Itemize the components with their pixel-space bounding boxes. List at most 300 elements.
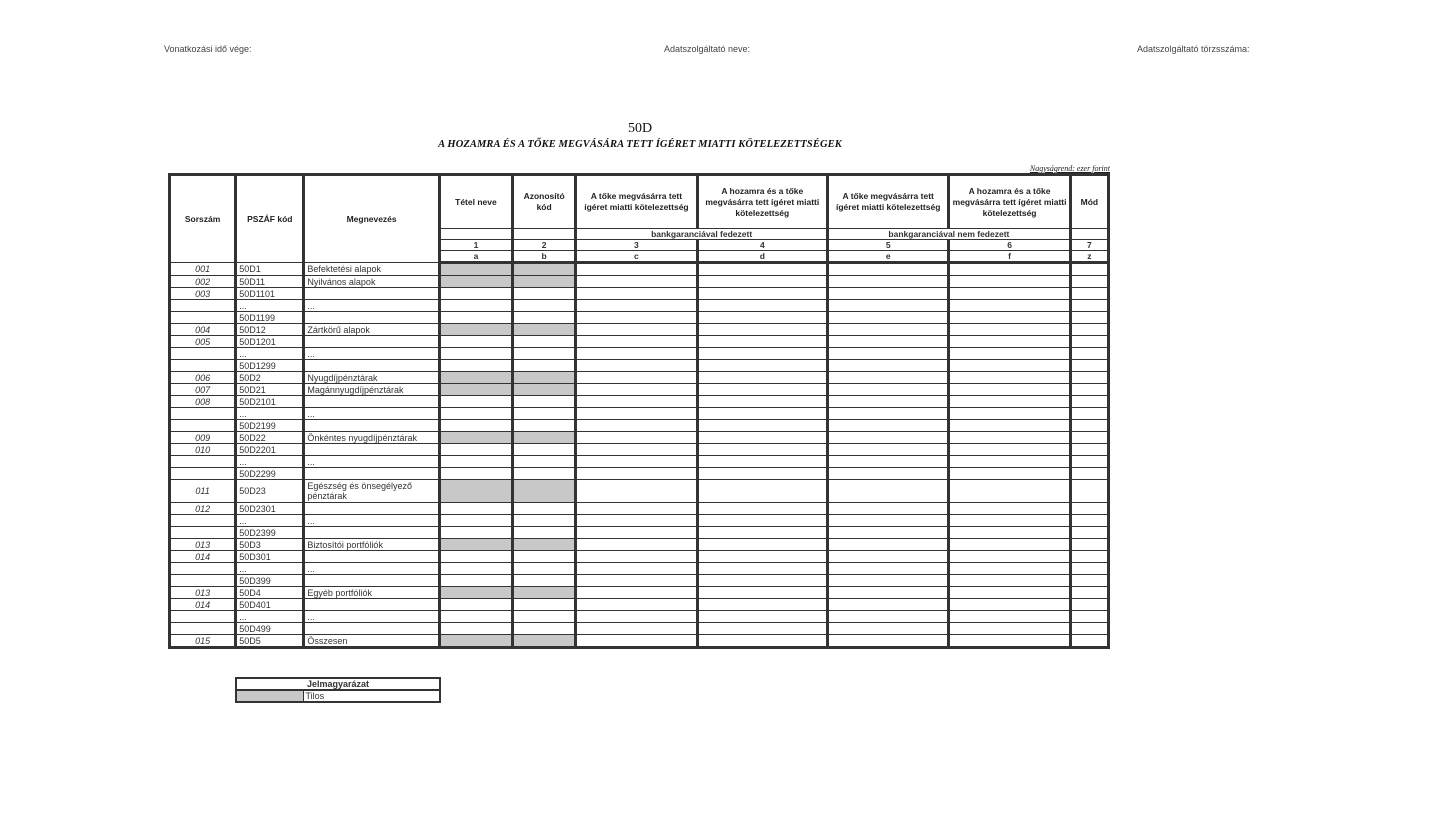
cell-value-col4[interactable] (697, 456, 827, 468)
cell-value-col5[interactable] (828, 288, 949, 300)
cell-value-col6[interactable] (949, 396, 1070, 408)
row-sorszam (170, 420, 236, 432)
cell-mode[interactable] (1070, 599, 1108, 611)
cell-item-name[interactable] (439, 348, 512, 360)
row-pszaf-code: 50D22 (236, 432, 304, 444)
cell-item-name (439, 539, 512, 551)
row-sorszam: 006 (170, 372, 236, 384)
cell-value-col6[interactable] (949, 288, 1070, 300)
row-sorszam (170, 348, 236, 360)
cell-value-col3[interactable] (576, 324, 697, 336)
row-sorszam (170, 300, 236, 312)
cell-value-col6[interactable] (949, 300, 1070, 312)
cell-item-name[interactable] (439, 456, 512, 468)
cell-item-name[interactable] (439, 336, 512, 348)
col-header-4: A hozamra és a tőke megvásárra tett ígéret miatti kötelezettség (697, 175, 827, 229)
cell-value-col3[interactable] (576, 360, 697, 372)
cell-value-col4[interactable] (697, 300, 827, 312)
row-name (304, 312, 439, 324)
cell-item-name[interactable] (439, 312, 512, 324)
cell-value-col5[interactable] (828, 396, 949, 408)
cell-value-col4[interactable] (697, 288, 827, 300)
row-name: ... (304, 456, 439, 468)
row-name (304, 396, 439, 408)
cell-mode[interactable] (1070, 575, 1108, 587)
table-row (170, 539, 1109, 551)
col-header-7: Mód (1070, 175, 1108, 229)
legend-title: Jelmagyarázat (236, 678, 440, 690)
cell-id-code (513, 372, 576, 384)
cell-value-col5[interactable] (828, 611, 949, 623)
cell-id-code[interactable] (513, 503, 576, 515)
col-number: 4 (697, 240, 827, 251)
cell-mode[interactable] (1070, 539, 1108, 551)
cell-value-col5[interactable] (828, 360, 949, 372)
cell-value-col6[interactable] (949, 587, 1070, 599)
cell-value-col3[interactable] (576, 551, 697, 563)
cell-value-col4[interactable] (697, 372, 827, 384)
cell-mode[interactable] (1070, 263, 1108, 276)
cell-value-col4[interactable] (697, 623, 827, 635)
cell-value-col3[interactable] (576, 263, 697, 276)
cell-value-col4[interactable] (697, 444, 827, 456)
cell-value-col4[interactable] (697, 432, 827, 444)
cell-item-name[interactable] (439, 420, 512, 432)
row-sorszam: 010 (170, 444, 236, 456)
row-name: Egészség és önsegélyező pénztárak (304, 480, 439, 503)
cell-value-col3[interactable] (576, 515, 697, 527)
row-sorszam: 004 (170, 324, 236, 336)
cell-value-col5[interactable] (828, 539, 949, 551)
cell-value-col3[interactable] (576, 539, 697, 551)
cell-mode[interactable] (1070, 300, 1108, 312)
row-pszaf-code: 50D2299 (236, 468, 304, 480)
cell-item-name[interactable] (439, 575, 512, 587)
cell-value-col4[interactable] (697, 575, 827, 587)
table-row (170, 515, 1109, 527)
cell-value-col4[interactable] (697, 515, 827, 527)
row-pszaf-code: 50D399 (236, 575, 304, 587)
cell-value-col5[interactable] (828, 312, 949, 324)
cell-mode[interactable] (1070, 432, 1108, 444)
cell-id-code[interactable] (513, 623, 576, 635)
cell-value-col3[interactable] (576, 420, 697, 432)
cell-value-col4[interactable] (697, 468, 827, 480)
cell-value-col5[interactable] (828, 300, 949, 312)
provider-name-label: Adatszolgáltató neve: (664, 44, 751, 54)
cell-item-name (439, 276, 512, 288)
row-sorszam (170, 468, 236, 480)
row-name: Összesen (304, 635, 439, 648)
cell-value-col3[interactable] (576, 635, 697, 648)
cell-value-col4[interactable] (697, 312, 827, 324)
cell-value-col5[interactable] (828, 623, 949, 635)
cell-item-name[interactable] (439, 527, 512, 539)
cell-value-col5[interactable] (828, 432, 949, 444)
cell-value-col6[interactable] (949, 468, 1070, 480)
cell-value-col6[interactable] (949, 527, 1070, 539)
cell-value-col5[interactable] (828, 635, 949, 648)
cell-value-col4[interactable] (697, 587, 827, 599)
cell-item-name[interactable] (439, 551, 512, 563)
cell-value-col3[interactable] (576, 623, 697, 635)
cell-value-col5[interactable] (828, 575, 949, 587)
table-row (170, 276, 1109, 288)
cell-mode[interactable] (1070, 456, 1108, 468)
cell-value-col4[interactable] (697, 563, 827, 575)
cell-value-col6[interactable] (949, 312, 1070, 324)
cell-value-col5[interactable] (828, 420, 949, 432)
cell-item-name[interactable] (439, 611, 512, 623)
cell-item-name[interactable] (439, 563, 512, 575)
row-sorszam: 014 (170, 599, 236, 611)
cell-mode[interactable] (1070, 288, 1108, 300)
row-sorszam: 009 (170, 432, 236, 444)
cell-item-name[interactable] (439, 503, 512, 515)
row-name (304, 599, 439, 611)
cell-id-code[interactable] (513, 396, 576, 408)
cell-id-code (513, 539, 576, 551)
row-pszaf-code: 50D1201 (236, 336, 304, 348)
cell-value-col3[interactable] (576, 480, 697, 503)
cell-item-name (439, 587, 512, 599)
row-name: Nyilvános alapok (304, 276, 439, 288)
row-sorszam (170, 623, 236, 635)
row-pszaf-code: 50D11 (236, 276, 304, 288)
cell-value-col5[interactable] (828, 263, 949, 276)
liabilities-table (168, 173, 1110, 649)
cell-mode[interactable] (1070, 623, 1108, 635)
col-number: 2 (513, 240, 576, 251)
row-name (304, 503, 439, 515)
cell-value-col4[interactable] (697, 599, 827, 611)
row-sorszam: 001 (170, 263, 236, 276)
legend-item-label: Tilos (303, 690, 440, 702)
cell-id-code[interactable] (513, 360, 576, 372)
cell-value-col4[interactable] (697, 276, 827, 288)
table-row (170, 396, 1109, 408)
cell-value-col4[interactable] (697, 360, 827, 372)
cell-mode[interactable] (1070, 503, 1108, 515)
row-pszaf-code: ... (236, 300, 304, 312)
row-pszaf-code: 50D21 (236, 384, 304, 396)
row-pszaf-code: 50D401 (236, 599, 304, 611)
cell-value-col6[interactable] (949, 432, 1070, 444)
cell-value-col6[interactable] (949, 384, 1070, 396)
cell-value-col6[interactable] (949, 324, 1070, 336)
group-blank (513, 229, 576, 240)
cell-id-code[interactable] (513, 551, 576, 563)
row-name: Önkéntes nyugdíjpénztárak (304, 432, 439, 444)
cell-value-col3[interactable] (576, 575, 697, 587)
cell-mode[interactable] (1070, 587, 1108, 599)
cell-value-col5[interactable] (828, 336, 949, 348)
cell-value-col4[interactable] (697, 527, 827, 539)
col-header-5: A tőke megvásárra tett ígéret miatti kötelezettség (828, 175, 949, 229)
cell-item-name (439, 372, 512, 384)
cell-value-col3[interactable] (576, 300, 697, 312)
row-pszaf-code: ... (236, 456, 304, 468)
cell-mode[interactable] (1070, 336, 1108, 348)
cell-value-col6[interactable] (949, 480, 1070, 503)
cell-mode[interactable] (1070, 515, 1108, 527)
cell-id-code (513, 635, 576, 648)
table-row (170, 575, 1109, 587)
cell-id-code[interactable] (513, 515, 576, 527)
provider-id-label: Adatszolgáltató törzsszáma: (1137, 44, 1250, 54)
cell-mode[interactable] (1070, 468, 1108, 480)
cell-id-code[interactable] (513, 408, 576, 420)
row-sorszam (170, 360, 236, 372)
table-row (170, 312, 1109, 324)
cell-mode[interactable] (1070, 360, 1108, 372)
cell-value-col5[interactable] (828, 468, 949, 480)
cell-value-col6[interactable] (949, 336, 1070, 348)
cell-value-col6[interactable] (949, 408, 1070, 420)
table-row (170, 384, 1109, 396)
row-sorszam (170, 611, 236, 623)
cell-value-col6[interactable] (949, 263, 1070, 276)
cell-value-col6[interactable] (949, 420, 1070, 432)
row-name: ... (304, 300, 439, 312)
cell-value-col5[interactable] (828, 480, 949, 503)
cell-value-col4[interactable] (697, 263, 827, 276)
row-sorszam: 003 (170, 288, 236, 300)
row-pszaf-code: 50D5 (236, 635, 304, 648)
cell-value-col6[interactable] (949, 575, 1070, 587)
cell-id-code[interactable] (513, 456, 576, 468)
cell-id-code (513, 263, 576, 276)
cell-value-col5[interactable] (828, 372, 949, 384)
cell-value-col5[interactable] (828, 599, 949, 611)
table-row (170, 623, 1109, 635)
cell-item-name[interactable] (439, 360, 512, 372)
row-pszaf-code: 50D2101 (236, 396, 304, 408)
cell-value-col6[interactable] (949, 563, 1070, 575)
cell-id-code[interactable] (513, 420, 576, 432)
col-header-6: A hozamra és a tőke megvásárra tett ígéret miatti kötelezettség (949, 175, 1070, 229)
cell-value-col5[interactable] (828, 384, 949, 396)
cell-id-code[interactable] (513, 575, 576, 587)
cell-item-name[interactable] (439, 599, 512, 611)
cell-mode[interactable] (1070, 563, 1108, 575)
cell-value-col4[interactable] (697, 396, 827, 408)
row-sorszam (170, 527, 236, 539)
cell-value-col6[interactable] (949, 456, 1070, 468)
cell-value-col5[interactable] (828, 551, 949, 563)
row-sorszam: 012 (170, 503, 236, 515)
cell-mode[interactable] (1070, 324, 1108, 336)
cell-value-col5[interactable] (828, 587, 949, 599)
col-letter: b (513, 251, 576, 263)
cell-value-col3[interactable] (576, 456, 697, 468)
cell-value-col5[interactable] (828, 503, 949, 515)
cell-value-col4[interactable] (697, 420, 827, 432)
cell-value-col5[interactable] (828, 563, 949, 575)
cell-item-name[interactable] (439, 408, 512, 420)
col-letter: c (576, 251, 697, 263)
cell-value-col3[interactable] (576, 396, 697, 408)
row-pszaf-code: 50D1 (236, 263, 304, 276)
cell-value-col4[interactable] (697, 551, 827, 563)
row-name (304, 288, 439, 300)
legend-table (235, 677, 441, 703)
cell-value-col3[interactable] (576, 408, 697, 420)
cell-value-col3[interactable] (576, 372, 697, 384)
table-row (170, 635, 1109, 648)
cell-value-col5[interactable] (828, 444, 949, 456)
table-row (170, 420, 1109, 432)
cell-id-code[interactable] (513, 611, 576, 623)
cell-id-code[interactable] (513, 444, 576, 456)
row-name (304, 420, 439, 432)
cell-item-name[interactable] (439, 300, 512, 312)
cell-mode[interactable] (1070, 444, 1108, 456)
cell-value-col4[interactable] (697, 408, 827, 420)
cell-value-col4[interactable] (697, 480, 827, 503)
cell-item-name[interactable] (439, 468, 512, 480)
row-name (304, 468, 439, 480)
table-row (170, 432, 1109, 444)
cell-value-col3[interactable] (576, 336, 697, 348)
cell-id-code[interactable] (513, 527, 576, 539)
cell-value-col6[interactable] (949, 515, 1070, 527)
row-name: ... (304, 348, 439, 360)
cell-id-code (513, 432, 576, 444)
cell-value-col4[interactable] (697, 611, 827, 623)
cell-value-col4[interactable] (697, 348, 827, 360)
cell-value-col3[interactable] (576, 444, 697, 456)
cell-value-col3[interactable] (576, 599, 697, 611)
row-pszaf-code: ... (236, 563, 304, 575)
table-row (170, 348, 1109, 360)
cell-value-col5[interactable] (828, 408, 949, 420)
cell-value-col5[interactable] (828, 515, 949, 527)
cell-value-col3[interactable] (576, 503, 697, 515)
cell-value-col4[interactable] (697, 635, 827, 648)
cell-value-col3[interactable] (576, 527, 697, 539)
table-row (170, 599, 1109, 611)
row-pszaf-code: 50D23 (236, 480, 304, 503)
cell-mode[interactable] (1070, 611, 1108, 623)
col-number: 5 (828, 240, 949, 251)
cell-value-col3[interactable] (576, 611, 697, 623)
table-row (170, 408, 1109, 420)
row-sorszam (170, 563, 236, 575)
cell-value-col3[interactable] (576, 432, 697, 444)
row-pszaf-code: 50D1199 (236, 312, 304, 324)
cell-id-code[interactable] (513, 468, 576, 480)
cell-mode[interactable] (1070, 396, 1108, 408)
cell-id-code[interactable] (513, 599, 576, 611)
cell-value-col3[interactable] (576, 288, 697, 300)
table-row (170, 503, 1109, 515)
reference-period-label: Vonatkozási idő vége: (164, 44, 252, 54)
cell-id-code[interactable] (513, 348, 576, 360)
cell-value-col6[interactable] (949, 551, 1070, 563)
table-row (170, 324, 1109, 336)
cell-mode[interactable] (1070, 348, 1108, 360)
cell-value-col4[interactable] (697, 336, 827, 348)
cell-value-col6[interactable] (949, 611, 1070, 623)
row-pszaf-code: 50D2301 (236, 503, 304, 515)
cell-value-col5[interactable] (828, 324, 949, 336)
cell-item-name[interactable] (439, 444, 512, 456)
cell-value-col3[interactable] (576, 276, 697, 288)
table-row (170, 611, 1109, 623)
cell-value-col6[interactable] (949, 348, 1070, 360)
cell-id-code[interactable] (513, 336, 576, 348)
cell-mode[interactable] (1070, 551, 1108, 563)
col-letter: a (439, 251, 512, 263)
cell-value-col6[interactable] (949, 539, 1070, 551)
cell-item-name[interactable] (439, 515, 512, 527)
cell-item-name (439, 263, 512, 276)
col-number: 7 (1070, 240, 1108, 251)
cell-item-name[interactable] (439, 623, 512, 635)
cell-value-col3[interactable] (576, 384, 697, 396)
cell-mode[interactable] (1070, 635, 1108, 648)
cell-mode[interactable] (1070, 480, 1108, 503)
cell-value-col6[interactable] (949, 444, 1070, 456)
cell-value-col3[interactable] (576, 587, 697, 599)
cell-value-col5[interactable] (828, 348, 949, 360)
cell-mode[interactable] (1070, 312, 1108, 324)
cell-value-col3[interactable] (576, 468, 697, 480)
row-name (304, 444, 439, 456)
cell-mode[interactable] (1070, 527, 1108, 539)
cell-value-col4[interactable] (697, 324, 827, 336)
cell-item-name[interactable] (439, 288, 512, 300)
row-sorszam: 007 (170, 384, 236, 396)
col-header-2: Azonosító kód (513, 175, 576, 229)
cell-value-col4[interactable] (697, 384, 827, 396)
cell-id-code (513, 587, 576, 599)
cell-value-col6[interactable] (949, 360, 1070, 372)
cell-mode[interactable] (1070, 420, 1108, 432)
cell-value-col6[interactable] (949, 276, 1070, 288)
cell-value-col5[interactable] (828, 276, 949, 288)
cell-item-name[interactable] (439, 396, 512, 408)
cell-value-col6[interactable] (949, 599, 1070, 611)
cell-value-col6[interactable] (949, 372, 1070, 384)
row-name: ... (304, 408, 439, 420)
cell-value-col5[interactable] (828, 456, 949, 468)
cell-mode[interactable] (1070, 384, 1108, 396)
cell-value-col3[interactable] (576, 563, 697, 575)
cell-value-col3[interactable] (576, 312, 697, 324)
cell-mode[interactable] (1070, 372, 1108, 384)
cell-id-code[interactable] (513, 300, 576, 312)
cell-value-col4[interactable] (697, 539, 827, 551)
cell-value-col6[interactable] (949, 623, 1070, 635)
cell-value-col5[interactable] (828, 527, 949, 539)
row-name: Nyugdíjpénztárak (304, 372, 439, 384)
row-pszaf-code: ... (236, 611, 304, 623)
cell-value-col3[interactable] (576, 348, 697, 360)
cell-mode[interactable] (1070, 276, 1108, 288)
cell-value-col4[interactable] (697, 503, 827, 515)
cell-id-code[interactable] (513, 312, 576, 324)
cell-id-code (513, 276, 576, 288)
table-row (170, 336, 1109, 348)
cell-mode[interactable] (1070, 408, 1108, 420)
cell-value-col6[interactable] (949, 635, 1070, 648)
table-row (170, 444, 1109, 456)
cell-id-code[interactable] (513, 288, 576, 300)
cell-id-code[interactable] (513, 563, 576, 575)
cell-value-col6[interactable] (949, 503, 1070, 515)
